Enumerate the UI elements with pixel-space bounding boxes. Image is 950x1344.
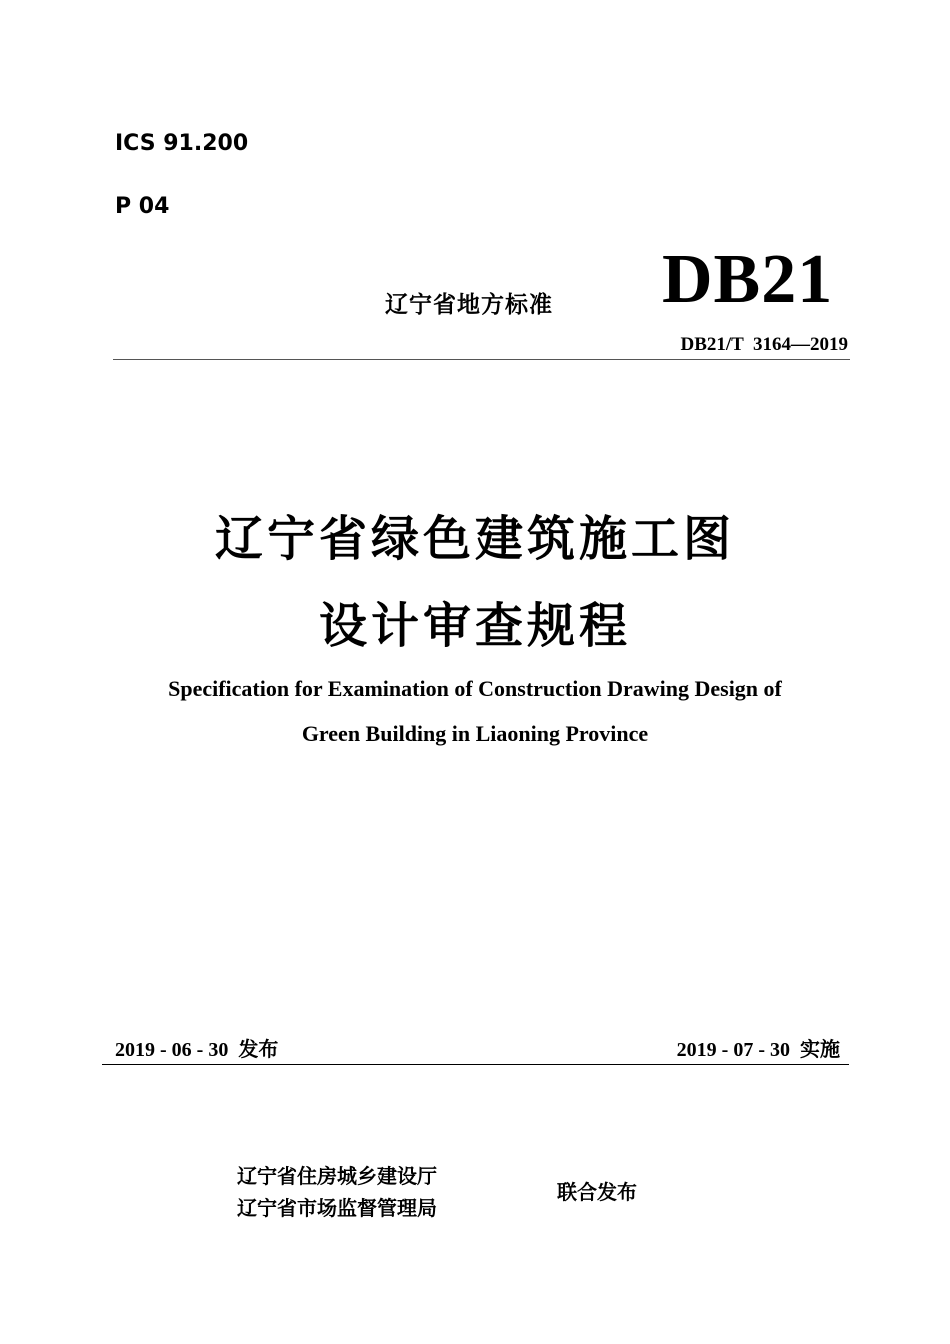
issue-date-block	[115, 1033, 278, 1062]
footer-divider	[102, 1064, 849, 1065]
ics-code: ICS 91.200	[115, 131, 249, 156]
standard-type-label: 辽宁省地方标准	[385, 292, 553, 318]
issuer-market-bureau: 辽宁省市场监督管理局	[237, 1196, 437, 1220]
joint-issue-label: 联合发布	[557, 1180, 637, 1204]
implement-date: 2019 - 07 - 30	[676, 1039, 790, 1061]
header-divider	[113, 359, 850, 360]
title-en-line1: Specification for Examination of Construction Drawing Design of	[168, 676, 782, 701]
title-cn-line2: 设计审查规程	[318, 598, 631, 654]
title-cn-line1: 辽宁省绿色建筑施工图	[214, 511, 735, 567]
implement-label: 实施	[800, 1037, 840, 1061]
implement-date-block	[677, 1033, 840, 1062]
ccs-code: P 04	[115, 194, 170, 219]
issue-date: 2019 - 06 - 30	[115, 1039, 229, 1061]
issue-label: 发布	[238, 1037, 279, 1061]
standard-number: DB21/T 3164—2019	[680, 334, 848, 355]
title-en-line2: Green Building in Liaoning Province	[301, 721, 649, 746]
issuer-housing-dept: 辽宁省住房城乡建设厅	[237, 1164, 437, 1188]
db-mark: DB21	[662, 241, 834, 318]
